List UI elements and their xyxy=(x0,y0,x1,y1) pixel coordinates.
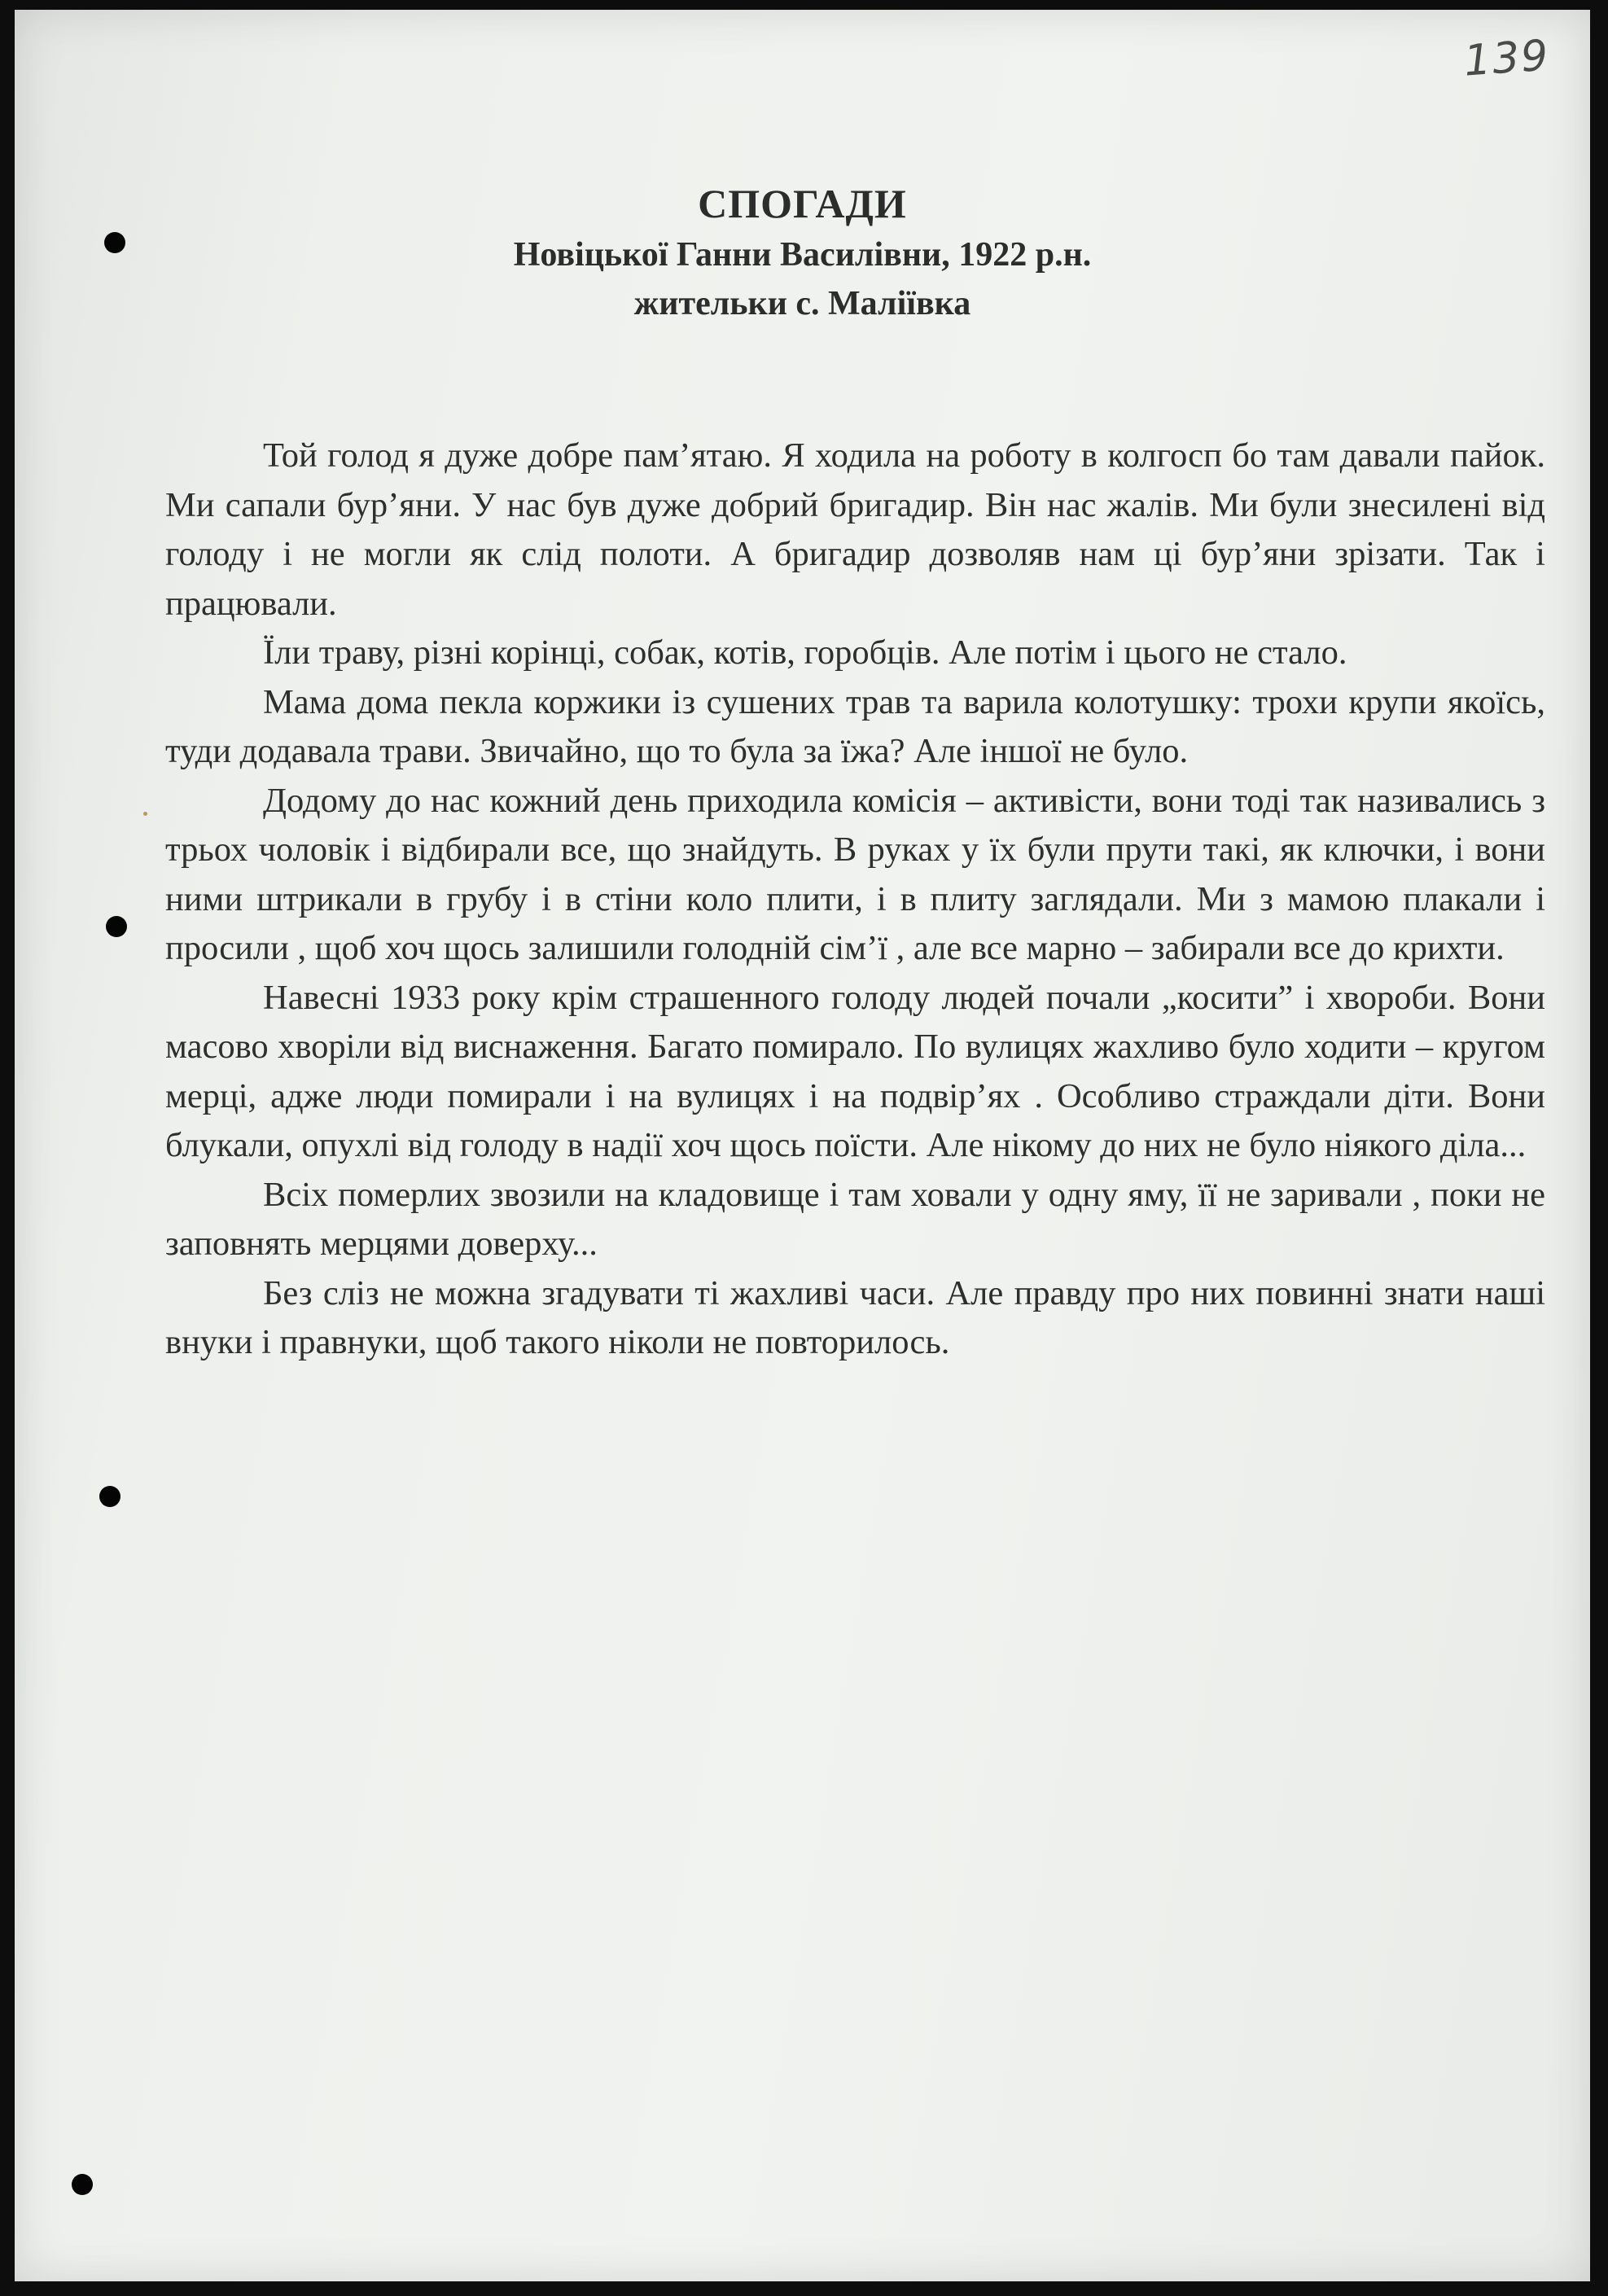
document-title: СПОГАДИ xyxy=(698,181,907,226)
paragraph: Той голод я дуже добре пам’ятаю. Я ходила на роботу в колгосп бо там давали пайок. Ми сапали бур’яни. У нас був дуже добрий бригадир. Він нас жалів. Ми були знесилені від голоду і не могли як слід полоти. А бригадир дозволяв нам ці бур’яни зрізати. Так і працювали. xyxy=(165,436,1545,623)
paragraph: Мама дома пекла коржики із сушених трав та варила колотушку: трохи крупи якоїсь, туди додавала трави. Звичайно, що то була за їжа? Але іншої не було. xyxy=(165,682,1545,770)
paragraph: Всіх померлих звозили на кладовище і там ховали у одну яму, її не заривали , поки не заповнять мерцями доверху... xyxy=(165,1175,1545,1263)
paragraph: Без сліз не можна згадувати ті жахливі часи. Але правду про них повинні знати наші внуки і правнуки, щоб такого ніколи не повторилось. xyxy=(165,1273,1545,1361)
punch-hole xyxy=(106,916,127,937)
residence-line: жительки с. Маліївка xyxy=(633,285,971,322)
handwritten-page-number: 139 xyxy=(1461,31,1551,86)
document-sheet xyxy=(15,10,1590,2281)
paragraph: Їли траву, різні корінці, собак, котів, горобців. Але потім і цього не стало. xyxy=(263,633,1347,672)
punch-hole xyxy=(72,2174,93,2195)
document-header xyxy=(15,177,1590,328)
author-line: Новіцької Ганни Василівни, 1922 р.н. xyxy=(513,236,1092,274)
stray-mark xyxy=(143,812,147,816)
paragraph: Навесні 1933 року крім страшенного голоду людей почали „косити” і хвороби. Вони масово хворіли від виснаження. Багато помирало. По вулицях жахливо було ходити – кругом мерці, адже люди помирали і на вулицях і на подвір’ях . Особливо страждали діти. Вони блукали, опухлі від голоду в надії хоч щось поїсти. Але нікому до них не було ніякого діла... xyxy=(165,978,1545,1164)
paragraph: Додому до нас кожний день приходила комісія – активісти, вони тоді так називались з трьох чоловік і відбирали все, що знайдуть. В руках у їх були прути такі, як ключки, і вони ними штрикали в грубу і в стіни коло плити, і в плиту заглядали. Ми з мамою плакали і просили , щоб хоч щось залишили голодній сім’ї , але все марно – забирали все до крихти. xyxy=(165,781,1545,967)
punch-hole xyxy=(99,1486,120,1507)
memoir-body xyxy=(165,432,1545,1368)
